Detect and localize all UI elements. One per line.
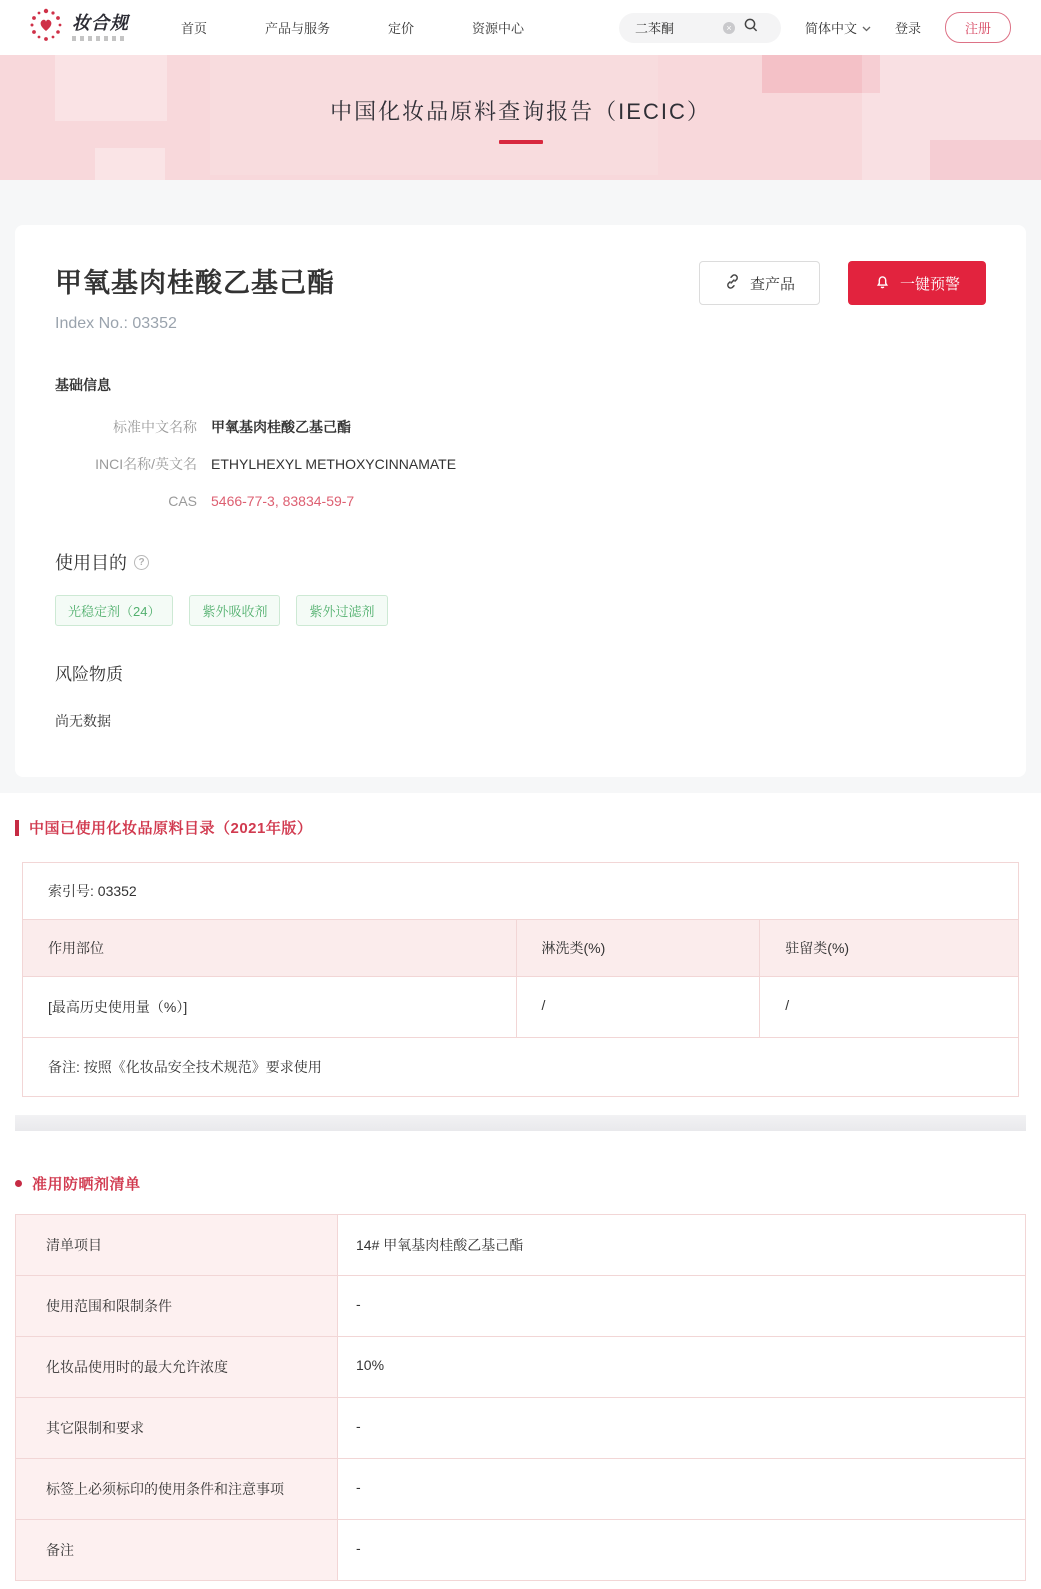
purpose-tag[interactable]: 紫外吸收剂 — [189, 595, 280, 626]
risk-heading: 风险物质 — [55, 665, 123, 684]
row-label: [最高历史使用量（%）] — [48, 999, 188, 1015]
ingredient-name: 甲氧基肉桂酸乙基己酯 — [55, 268, 335, 298]
login-link[interactable]: 登录 — [894, 21, 921, 36]
table-row — [16, 1458, 1025, 1519]
iecic-table-header — [23, 920, 1018, 977]
table-row — [23, 977, 1018, 1038]
help-icon[interactable]: ? — [134, 555, 149, 570]
row-label: 使用范围和限制条件 — [16, 1276, 338, 1336]
sunscreen-heading: 准用防晒剂清单 — [32, 1176, 141, 1193]
column-header: 驻留类(%) — [759, 920, 1018, 976]
top-nav — [0, 0, 1041, 55]
basic-info-row — [55, 419, 986, 435]
row-label: 标签上必须标印的使用条件和注意事项 — [16, 1459, 338, 1519]
iecic-table — [22, 862, 1019, 1097]
banner-deco-rect — [95, 148, 165, 180]
field-label: CAS — [168, 493, 197, 509]
nav-item-home[interactable]: 首页 — [181, 21, 208, 36]
row-label: 备注 — [16, 1520, 338, 1580]
rinse-value: / — [516, 977, 760, 1037]
heading-bullet — [15, 1180, 22, 1187]
basic-info-row — [55, 456, 986, 472]
chinese-name-value: 甲氧基肉桂酸乙基己酯 — [211, 419, 351, 435]
purpose-tag-list — [55, 595, 986, 626]
row-value: 14# 甲氧基肉桂酸乙基己酯 — [338, 1215, 1025, 1275]
field-label: INCI名称/英文名 — [95, 456, 197, 472]
row-label: 化妆品使用时的最大允许浓度 — [16, 1337, 338, 1397]
purpose-heading: 使用目的 — [55, 553, 127, 573]
clear-search-icon[interactable]: × — [723, 22, 735, 34]
nav-menu — [181, 18, 524, 37]
main-section-background — [0, 180, 1041, 793]
risk-empty-text: 尚无数据 — [55, 713, 111, 729]
register-button[interactable]: 注册 — [945, 12, 1011, 43]
row-value: - — [338, 1276, 1025, 1336]
brand-tagline — [72, 36, 124, 41]
bell-icon — [874, 273, 891, 294]
index-number: Index No.: 03352 — [55, 315, 177, 332]
index-row: 索引号: 03352 — [23, 863, 1018, 920]
basic-info-list — [55, 419, 986, 509]
table-row — [16, 1275, 1025, 1336]
column-header: 淋洗类(%) — [516, 920, 760, 976]
row-value: - — [338, 1398, 1025, 1458]
check-products-label: 查产品 — [749, 275, 795, 293]
basic-info-row — [55, 493, 986, 509]
language-selector[interactable] — [805, 18, 871, 37]
ingredient-card — [15, 225, 1026, 777]
nav-item-resources[interactable]: 资源中心 — [472, 21, 525, 36]
row-label: 清单项目 — [16, 1215, 338, 1275]
cas-number-link[interactable]: 5466-77-3, 83834-59-7 — [211, 493, 355, 509]
table-note: 备注: 按照《化妆品安全技术规范》要求使用 — [23, 1038, 1018, 1096]
chevron-down-icon — [862, 20, 871, 35]
brand-logo[interactable] — [28, 7, 129, 48]
iecic-heading: 中国已使用化妆品原料目录（2021年版） — [29, 820, 313, 837]
purpose-tag[interactable]: 紫外过滤剂 — [296, 595, 387, 626]
section-divider — [15, 1115, 1026, 1131]
column-header: 作用部位 — [48, 940, 104, 956]
purpose-tag[interactable]: 光稳定剂（24） — [55, 595, 173, 626]
search-icon[interactable] — [743, 17, 759, 38]
table-row — [16, 1215, 1025, 1275]
table-row — [16, 1519, 1025, 1580]
search-input[interactable] — [635, 20, 723, 35]
alert-button[interactable] — [848, 261, 986, 305]
brand-name: 妆合规 — [72, 13, 129, 33]
table-row — [16, 1336, 1025, 1397]
inci-name-value: ETHYLHEXYL METHOXYCINNAMATE — [211, 456, 457, 472]
sunscreen-section — [0, 1151, 1041, 1589]
link-icon — [724, 273, 741, 294]
alert-label: 一键预警 — [899, 275, 960, 293]
leave-on-value: / — [759, 977, 1018, 1037]
row-value: - — [338, 1520, 1025, 1580]
check-products-button[interactable] — [699, 261, 820, 305]
row-value: - — [338, 1459, 1025, 1519]
basic-info-heading: 基础信息 — [55, 377, 111, 393]
logo-dots-icon — [28, 7, 64, 48]
hero-banner — [0, 55, 1041, 180]
table-row — [16, 1397, 1025, 1458]
language-label: 简体中文 — [804, 21, 857, 36]
field-label: 标准中文名称 — [113, 419, 197, 435]
heading-accent-bar — [15, 820, 19, 836]
title-underline — [499, 140, 543, 144]
row-value: 10% — [338, 1337, 1025, 1397]
iecic-section — [0, 793, 1041, 1151]
search-box[interactable] — [619, 13, 781, 43]
row-label: 其它限制和要求 — [16, 1398, 338, 1458]
sunscreen-table — [15, 1214, 1026, 1581]
nav-item-products[interactable]: 产品与服务 — [265, 21, 331, 36]
banner-deco-rect — [930, 140, 1041, 180]
page-title: 中国化妆品原料查询报告（IECIC） — [330, 99, 711, 124]
nav-item-pricing[interactable]: 定价 — [388, 21, 415, 36]
